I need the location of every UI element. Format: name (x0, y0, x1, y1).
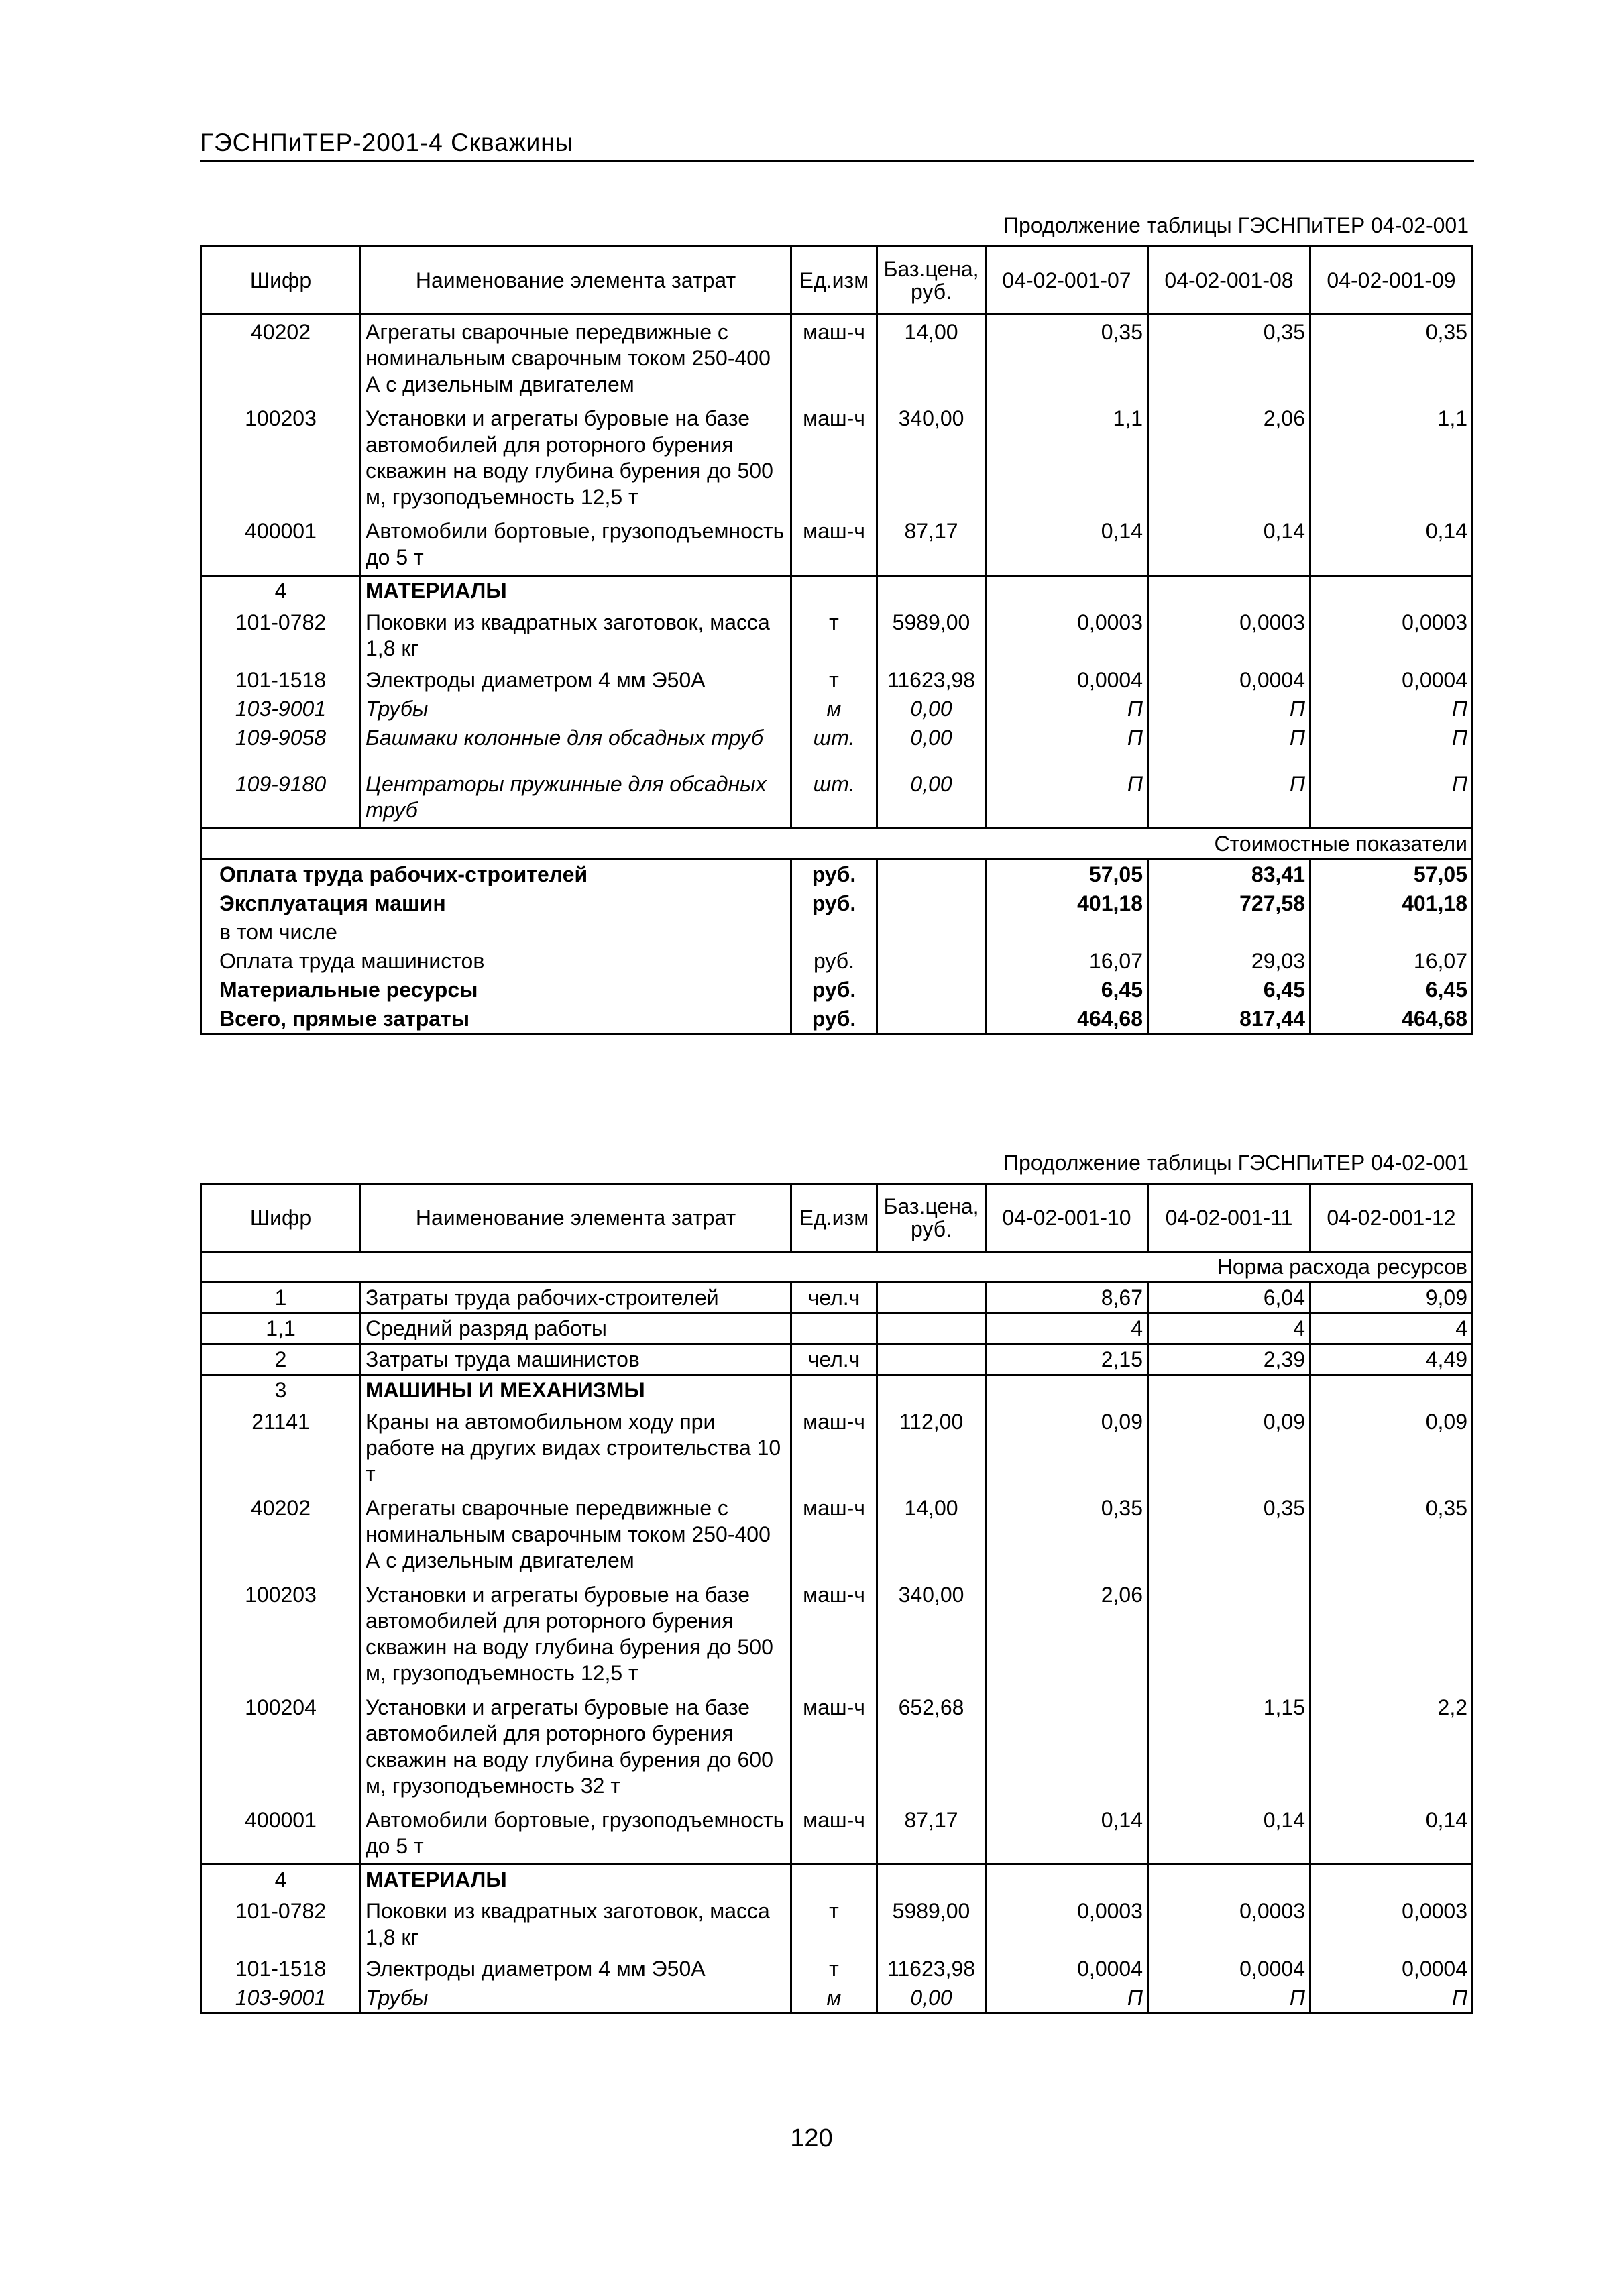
cell-code: 4 (201, 1865, 361, 1895)
table-row (201, 1491, 1473, 1578)
cell-code: 40202 (201, 1491, 361, 1578)
col-norm-header: 04-02-001-09 (1310, 247, 1473, 314)
cell-value: 1,1 (986, 402, 1148, 514)
cell-value: 0,0004 (1310, 666, 1473, 695)
cell-name: Автомобили бортовые, грузоподъемность до 5 т (361, 514, 791, 576)
cell-value: 0,0004 (1310, 1955, 1473, 1984)
resource-table-2 (200, 1183, 1473, 2014)
cell-unit: м (791, 695, 877, 724)
cost-value: 401,18 (1310, 889, 1473, 918)
cell-unit: т (791, 1955, 877, 1984)
cell-code: 101-0782 (201, 1894, 361, 1955)
cell-value: 0,0003 (1310, 1894, 1473, 1955)
cell-price (877, 1344, 986, 1375)
cell-value (986, 1690, 1148, 1803)
col-unit-header: Ед.изм (791, 247, 877, 314)
section-title: МАШИНЫ И МЕХАНИЗМЫ (361, 1375, 791, 1405)
cell-name: Затраты труда рабочих-строителей (361, 1283, 791, 1314)
cell-value: 0,0004 (986, 1955, 1148, 1984)
cell-unit: маш-ч (791, 1578, 877, 1690)
table-row (201, 314, 1473, 402)
cell-value: 8,67 (986, 1283, 1148, 1314)
cost-unit: руб. (791, 1005, 877, 1035)
section-label: Стоимостные показатели (201, 829, 1473, 860)
table2-caption: Продолжение таблицы ГЭСНПиТЕР 04-02-001 (1003, 1151, 1469, 1175)
cost-value: 16,07 (986, 947, 1148, 976)
cell-code: 101-0782 (201, 606, 361, 666)
table-row (201, 1283, 1473, 1314)
cell-price: 14,00 (877, 1491, 986, 1578)
cell-unit: чел.ч (791, 1283, 877, 1314)
cell-value: 4 (1310, 1314, 1473, 1344)
cost-row (201, 889, 1473, 918)
cell-value: 0,14 (1310, 514, 1473, 576)
table-row (201, 1955, 1473, 1984)
cell-value (1310, 1578, 1473, 1690)
cell-name: Центраторы пружинные для обсадных труб (361, 752, 791, 829)
cell-unit: м (791, 1984, 877, 2014)
cell-name: Поковки из квадратных заготовок, масса 1,8 кг (361, 606, 791, 666)
cell-name: Электроды диаметром 4 мм Э50А (361, 1955, 791, 1984)
cost-value: 464,68 (1310, 1005, 1473, 1035)
cell-price (877, 1283, 986, 1314)
cell-value: 9,09 (1310, 1283, 1473, 1314)
section-row-materials (201, 576, 1473, 606)
cell-value: 0,14 (1148, 1803, 1310, 1865)
cell-value: 0,09 (986, 1405, 1148, 1491)
col-code-header: Шифр (201, 1184, 361, 1252)
cell-unit: маш-ч (791, 402, 877, 514)
cell-unit (791, 1314, 877, 1344)
cell-value: 2,06 (1148, 402, 1310, 514)
cell-price: 14,00 (877, 314, 986, 402)
cell-value: П (1148, 752, 1310, 829)
table-row (201, 1344, 1473, 1375)
cell-value: 0,35 (1310, 314, 1473, 402)
cell-value: П (986, 1984, 1148, 2014)
cost-value (1310, 918, 1473, 947)
section-title: МАТЕРИАЛЫ (361, 1865, 791, 1895)
table-row (201, 1984, 1473, 2014)
col-unit-header: Ед.изм (791, 1184, 877, 1252)
table-row (201, 1690, 1473, 1803)
cell-price (877, 1314, 986, 1344)
table-row (201, 1578, 1473, 1690)
cell-price: 5989,00 (877, 1894, 986, 1955)
cell-code: 3 (201, 1375, 361, 1405)
cost-name: в том числе (201, 918, 791, 947)
cell-value: П (1310, 724, 1473, 752)
section-label: Норма расхода ресурсов (201, 1252, 1473, 1283)
cell-code: 1,1 (201, 1314, 361, 1344)
cost-value: 817,44 (1148, 1005, 1310, 1035)
cell-value: П (1310, 752, 1473, 829)
col-price-header: Баз.цена, руб. (877, 247, 986, 314)
cell-value: 6,04 (1148, 1283, 1310, 1314)
cell-code: 4 (201, 576, 361, 606)
cell-name: Затраты труда машинистов (361, 1344, 791, 1375)
cell-value: П (1148, 1984, 1310, 2014)
cost-value: 464,68 (986, 1005, 1148, 1035)
table2-header-row (201, 1184, 1473, 1252)
cell-value: П (1310, 695, 1473, 724)
cell-value: 0,0003 (986, 606, 1148, 666)
col-norm-header: 04-02-001-07 (986, 247, 1148, 314)
resource-table-1 (200, 245, 1473, 1035)
cell-value: 4,49 (1310, 1344, 1473, 1375)
cost-unit: руб. (791, 889, 877, 918)
cell-name: Автомобили бортовые, грузоподъемность до 5 т (361, 1803, 791, 1865)
cell-name: Поковки из квадратных заготовок, масса 1,8 кг (361, 1894, 791, 1955)
cell-unit: маш-ч (791, 1803, 877, 1865)
cell-value: 1,1 (1310, 402, 1473, 514)
table-row (201, 666, 1473, 695)
section-title: МАТЕРИАЛЫ (361, 576, 791, 606)
cell-code: 40202 (201, 314, 361, 402)
cost-value: 6,45 (986, 976, 1148, 1005)
cell-unit: маш-ч (791, 514, 877, 576)
cell-price: 652,68 (877, 1690, 986, 1803)
cell-name: Трубы (361, 695, 791, 724)
cell-unit: шт. (791, 752, 877, 829)
cost-unit: руб. (791, 860, 877, 890)
cell-unit: т (791, 606, 877, 666)
cost-value: 6,45 (1148, 976, 1310, 1005)
table-row (201, 514, 1473, 576)
table-row (201, 752, 1473, 829)
cell-code: 400001 (201, 1803, 361, 1865)
cost-value: 401,18 (986, 889, 1148, 918)
cell-value: 4 (986, 1314, 1148, 1344)
cell-code: 109-9058 (201, 724, 361, 752)
table1-caption: Продолжение таблицы ГЭСНПиТЕР 04-02-001 (1003, 213, 1469, 237)
cell-price: 0,00 (877, 695, 986, 724)
cost-name: Оплата труда рабочих-строителей (201, 860, 791, 890)
cell-value (1148, 1578, 1310, 1690)
cell-code: 400001 (201, 514, 361, 576)
cost-unit: руб. (791, 976, 877, 1005)
cost-value: 29,03 (1148, 947, 1310, 976)
cell-value: 0,14 (986, 514, 1148, 576)
cell-unit: т (791, 666, 877, 695)
cell-value: 0,35 (986, 1491, 1148, 1578)
cell-value: П (1310, 1984, 1473, 2014)
cell-value: 1,15 (1148, 1690, 1310, 1803)
cost-name: Эксплуатация машин (201, 889, 791, 918)
cell-value: П (986, 724, 1148, 752)
section-row-resource-norms (201, 1252, 1473, 1283)
cell-value: 2,2 (1310, 1690, 1473, 1803)
cell-price: 112,00 (877, 1405, 986, 1491)
cell-price: 340,00 (877, 1578, 986, 1690)
table-row (201, 1894, 1473, 1955)
table-row (201, 1314, 1473, 1344)
cell-value: П (1148, 695, 1310, 724)
table-row (201, 1803, 1473, 1865)
cost-unit (791, 918, 877, 947)
cell-value: 0,14 (1148, 514, 1310, 576)
cell-name: Агрегаты сварочные передвижные с номинальным сварочным током 250-400 А с дизельным двигателем (361, 314, 791, 402)
cell-code: 101-1518 (201, 1955, 361, 1984)
cell-price: 11623,98 (877, 666, 986, 695)
table-row (201, 724, 1473, 752)
cell-code: 103-9001 (201, 695, 361, 724)
col-name-header: Наименование элемента затрат (361, 1184, 791, 1252)
cell-code: 1 (201, 1283, 361, 1314)
cell-price: 0,00 (877, 1984, 986, 2014)
cell-unit: маш-ч (791, 1405, 877, 1491)
cell-name: Трубы (361, 1984, 791, 2014)
cost-value: 6,45 (1310, 976, 1473, 1005)
cell-value: 0,0003 (1310, 606, 1473, 666)
cost-row (201, 947, 1473, 976)
page-number: 120 (790, 2124, 833, 2152)
col-norm-header: 04-02-001-10 (986, 1184, 1148, 1252)
table-row (201, 402, 1473, 514)
cell-price: 87,17 (877, 1803, 986, 1865)
cell-value: 0,0004 (986, 666, 1148, 695)
cell-code: 109-9180 (201, 752, 361, 829)
cell-price: 5989,00 (877, 606, 986, 666)
cell-value: 2,06 (986, 1578, 1148, 1690)
cell-code: 2 (201, 1344, 361, 1375)
cost-value: 83,41 (1148, 860, 1310, 890)
cell-value: 4 (1148, 1314, 1310, 1344)
cell-value: 0,0004 (1148, 1955, 1310, 1984)
table-row (201, 1405, 1473, 1491)
cell-value: 0,35 (986, 314, 1148, 402)
cell-value: 0,14 (986, 1803, 1148, 1865)
cost-value: 16,07 (1310, 947, 1473, 976)
cell-value: П (986, 752, 1148, 829)
cost-value (1148, 918, 1310, 947)
cell-unit: маш-ч (791, 1491, 877, 1578)
cell-value: 0,35 (1310, 1491, 1473, 1578)
cost-name: Материальные ресурсы (201, 976, 791, 1005)
cell-code: 100204 (201, 1690, 361, 1803)
cell-unit: чел.ч (791, 1344, 877, 1375)
cell-unit: маш-ч (791, 314, 877, 402)
cell-name: Установки и агрегаты буровые на базе автомобилей для роторного бурения скважин на воду глубина бурения до 500 м, грузоподъемность 12,5 т (361, 402, 791, 514)
cell-value: 0,09 (1148, 1405, 1310, 1491)
cell-unit: т (791, 1894, 877, 1955)
cell-price: 11623,98 (877, 1955, 986, 1984)
cost-value: 57,05 (986, 860, 1148, 890)
cell-name: Средний разряд работы (361, 1314, 791, 1344)
cell-value: 0,14 (1310, 1803, 1473, 1865)
cell-name: Установки и агрегаты буровые на базе автомобилей для роторного бурения скважин на воду глубина бурения до 600 м, грузоподъемность 32 т (361, 1690, 791, 1803)
cell-code: 100203 (201, 402, 361, 514)
cost-row (201, 976, 1473, 1005)
cell-price: 340,00 (877, 402, 986, 514)
cell-value: П (986, 695, 1148, 724)
cost-value: 727,58 (1148, 889, 1310, 918)
col-name-header: Наименование элемента затрат (361, 247, 791, 314)
cell-value: 0,0003 (1148, 1894, 1310, 1955)
table-row (201, 606, 1473, 666)
cell-price: 0,00 (877, 752, 986, 829)
cell-value: 0,35 (1148, 1491, 1310, 1578)
col-norm-header: 04-02-001-11 (1148, 1184, 1310, 1252)
col-norm-header: 04-02-001-12 (1310, 1184, 1473, 1252)
cost-row (201, 860, 1473, 890)
cost-row (201, 918, 1473, 947)
cell-price: 0,00 (877, 724, 986, 752)
table-row (201, 695, 1473, 724)
cost-value (986, 918, 1148, 947)
section-row-materials (201, 1865, 1473, 1895)
cell-code: 101-1518 (201, 666, 361, 695)
cell-value: 0,0004 (1148, 666, 1310, 695)
cell-code: 100203 (201, 1578, 361, 1690)
cost-name: Всего, прямые затраты (201, 1005, 791, 1035)
section-row-cost-indicators (201, 829, 1473, 860)
col-norm-header: 04-02-001-08 (1148, 247, 1310, 314)
cell-name: Агрегаты сварочные передвижные с номинальным сварочным током 250-400 А с дизельным двигателем (361, 1491, 791, 1578)
cell-unit: шт. (791, 724, 877, 752)
cell-name: Электроды диаметром 4 мм Э50А (361, 666, 791, 695)
cell-name: Башмаки колонные для обсадных труб (361, 724, 791, 752)
cell-value: 0,0003 (986, 1894, 1148, 1955)
cost-unit: руб. (791, 947, 877, 976)
page-header: ГЭСНПиТЕР-2001-4 Скважины (200, 129, 1474, 162)
cell-name: Установки и агрегаты буровые на базе автомобилей для роторного бурения скважин на воду глубина бурения до 500 м, грузоподъемность 12,5 т (361, 1578, 791, 1690)
cost-value: 57,05 (1310, 860, 1473, 890)
cost-row-total (201, 1005, 1473, 1035)
cell-value: 2,15 (986, 1344, 1148, 1375)
col-code-header: Шифр (201, 247, 361, 314)
cell-price: 87,17 (877, 514, 986, 576)
table1-header-row (201, 247, 1473, 314)
cell-value: 2,39 (1148, 1344, 1310, 1375)
section-row-machines (201, 1375, 1473, 1405)
cell-value: П (1148, 724, 1310, 752)
col-price-header: Баз.цена, руб. (877, 1184, 986, 1252)
cell-code: 21141 (201, 1405, 361, 1491)
cell-value: 0,09 (1310, 1405, 1473, 1491)
cell-name: Краны на автомобильном ходу при работе на других видах строительства 10 т (361, 1405, 791, 1491)
cell-value: 0,35 (1148, 314, 1310, 402)
cell-code: 103-9001 (201, 1984, 361, 2014)
cost-name: Оплата труда машинистов (201, 947, 791, 976)
cell-value: 0,0003 (1148, 606, 1310, 666)
cell-unit: маш-ч (791, 1690, 877, 1803)
